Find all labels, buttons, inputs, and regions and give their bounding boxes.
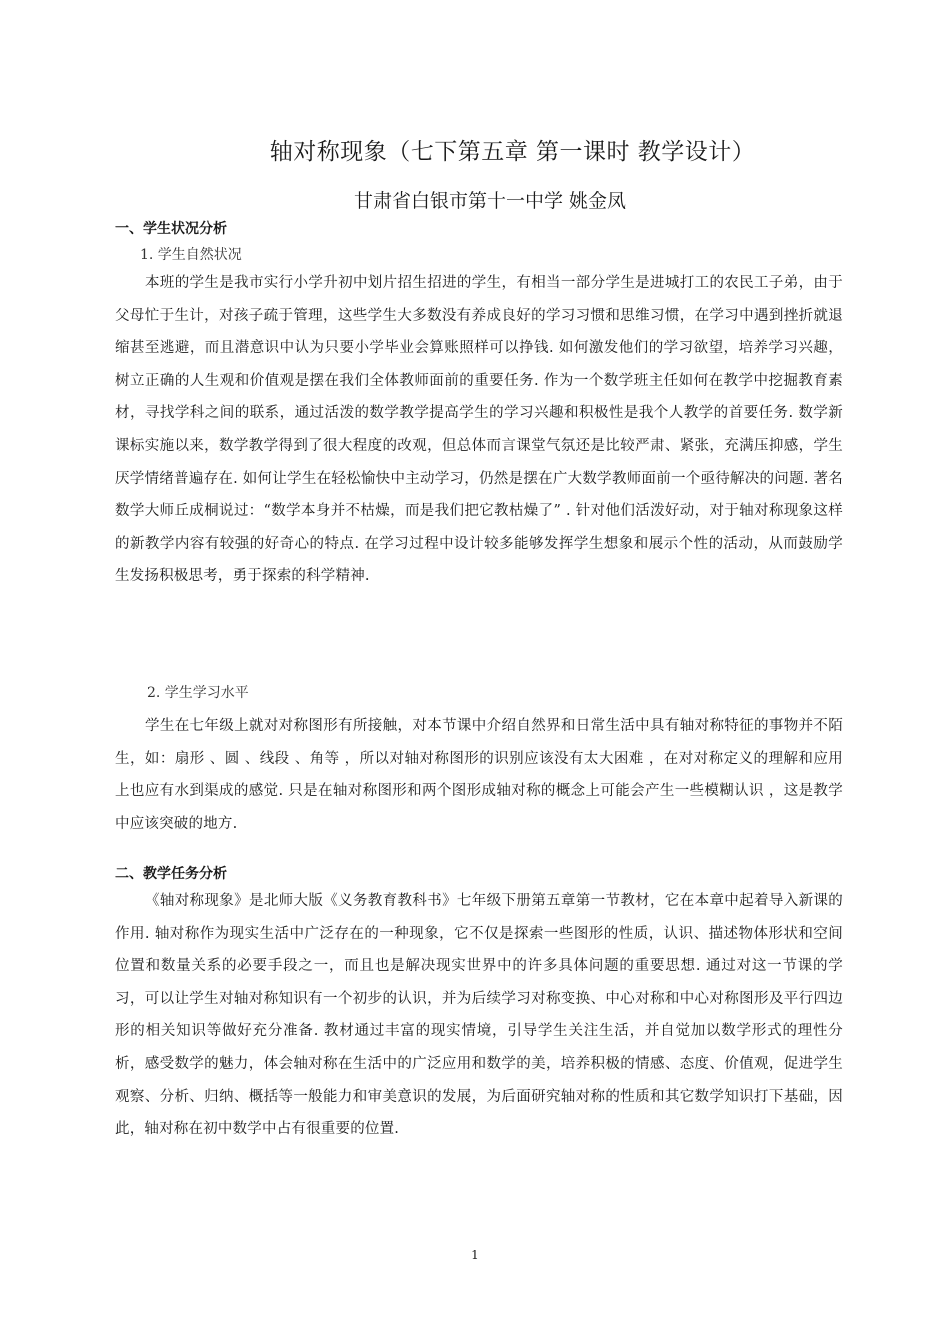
subheading-learning-level: 2. 学生学习水平 — [147, 685, 249, 701]
page-number: 1 — [471, 1248, 479, 1262]
paragraph-natural-status: 本班的学生是我市实行小学升初中划片招生招进的学生，有相当一部分学生是进城打工的农民工子弟，由于父母忙于生计，对孩子疏于管理，这些学生大多数没有养成良好的学习习惯和思维习惯，在学习中遇到挫折就退缩甚至逃避，而且潜意识中认为只要小学毕业会算账照样可以挣钱. 如何激发他们的学习欲望，培养学习兴趣，树立正确的人生观和价值观是摆在我们全体教师面前的重要任务. 作为一个数学班主任如何在教学中挖掘教育素材，寻找学科之间的联系，通过活泼的数学教学提高学生的学习兴趣和积极性是我个人教学的首要任务. 数学新课标实施以来，数学教学得到了很大程度的改观，但总体而言课堂气氛还是比较严肃、紧张，充满压抑感，学生厌学情绪普遍存在. 如何让学生在轻松愉快中主动学习，仍然是摆在广大数学教师面前一个亟待解决的问题. 著名数学大师丘成桐说过：“数学本身并不枯燥，而是我们把它教枯燥了” . 针对他们活泼好动，对于轴对称现象这样的新教学内容有较强的好奇心的特点. 在学习过程中设计较多能够发挥学生想象和展示个性的活动，从而鼓励学生发扬积极思考，勇于探索的科学精神. — [115, 275, 843, 585]
author-line: 甘肃省白银市第十一中学 姚金凤 — [353, 190, 627, 212]
section-heading-task-analysis: 二、教学任务分析 — [115, 866, 227, 882]
page-title: 轴对称现象（七下第五章 第一课时 教学设计） — [269, 139, 756, 165]
section-heading-student-analysis: 一、学生状况分析 — [115, 221, 227, 237]
paragraph-task-analysis: 《轴对称现象》是北师大版《义务教育教科书》七年级下册第五章第一节教材，它在本章中起着导入新课的作用. 轴对称作为现实生活中广泛存在的一种现象，它不仅是探索一些图形的性质，认识、描述物体形状和空间位置和数量关系的必要手段之一，而且也是解决现实世界中的许多具体问题的重要思想. 通过对这一节课的学习，可以让学生对轴对称知识有一个初步的认识，并为后续学习对称变换、中心对称和中心对称图形及平行四边形的相关知识等做好充分准备. 教材通过丰富的现实情境，引导学生关注生活，并自觉加以数学形式的理性分析，感受数学的魅力，体会轴对称在生活中的广泛应用和数学的美，培养积极的情感、态度、价值观，促进学生观察、分析、归纳、概括等一般能力和审美意识的发展，为后面研究轴对称的性质和其它数学知识打下基础，因此，轴对称在初中数学中占有很重要的位置. — [115, 893, 843, 1138]
paragraph-learning-level: 学生在七年级上就对对称图形有所接触，对本节课中介绍自然界和日常生活中具有轴对称特征的事物并不陌生，如：扇形 、圆 、线段 、角等 ，所以对轴对称图形的识别应该没有太大困难 ，在对对称定义的理解和应用上也应有水到渠成的感觉. 只是在轴对称图形和两个图形成轴对称的概念上可能会产生一些模糊认识 ，这是教学中应该突破的地方. — [115, 718, 843, 832]
subheading-natural-status: 1. 学生自然状况 — [140, 247, 242, 263]
